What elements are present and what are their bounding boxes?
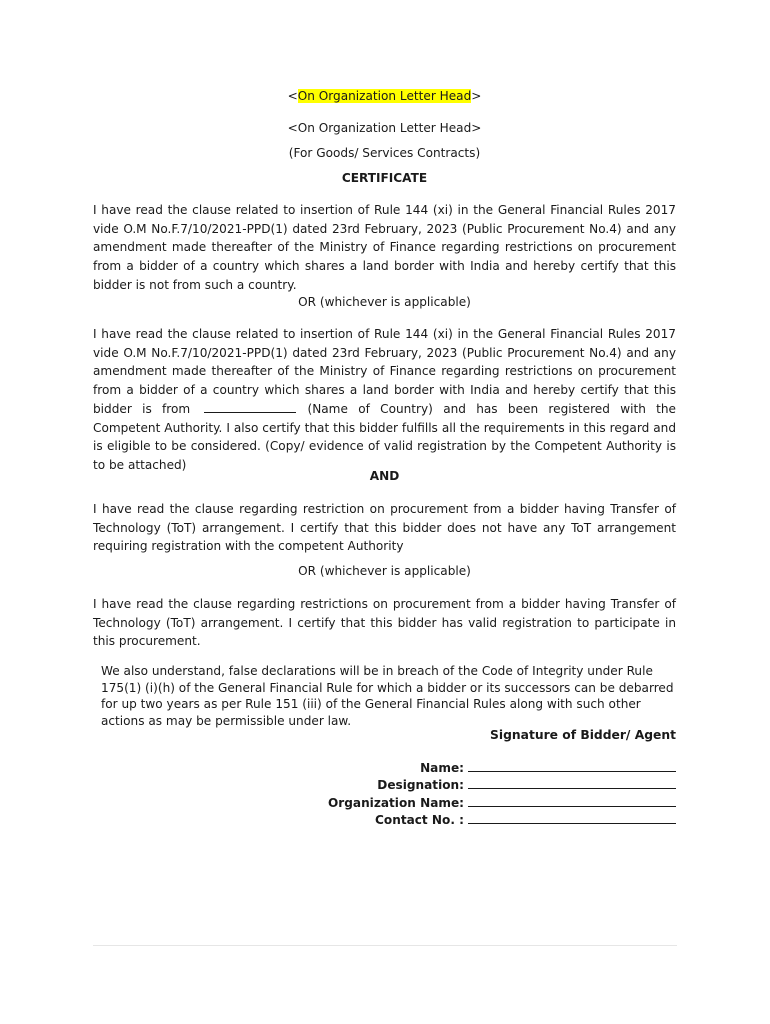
signature-field-label: Designation: [377,778,464,792]
paragraph-valid-tot-registration: I have read the clause regarding restrictions on procurement from a bidder having Transfer of Technology (ToT) arrangement. I certify that this bidder has valid registration to participate in this procurement. [93,597,676,649]
paragraph-no-tot-arrangement: I have read the clause regarding restriction on procurement from a bidder having Transfer of Technology (ToT) arrangement. I certify that this bidder does not have any ToT arrangement requiring registration with the competent Authority [93,502,676,554]
country-name-blank [204,401,296,413]
signature-field-name [420,760,676,777]
paragraph-false-declaration: We also understand, false declarations will be in breach of the Code of Integrity under Rule 175(1) (i)(h) of the General Financial Rule for which a bidder or its successors can be debarred for up two years as per Rule 151 (iii) of the General Financial Rules along with such other actions as may be permissible under law. [101,664,674,728]
letterhead-line: <On Organization Letter Head> [287,121,482,135]
paragraph-registered-border-country [93,325,676,475]
signature-field-blank [468,760,676,772]
paragraph-not-from-border-country: I have read the clause related to insertion of Rule 144 (xi) in the General Financial Rules 2017 vide O.M No.F.7/10/2021-PPD(1) dated 23rd February, 2023 (Public Procurement No.4) and any amendment made thereafter of the Ministry of Finance regarding restrictions on procurement from a bidder of a country which shares a land border with India and hereby certify that this bidder is not from such a country. [93,203,676,292]
or-separator-2: OR (whichever is applicable) [298,564,471,578]
and-separator: AND [369,469,400,483]
letterhead-close-bracket: > [471,89,482,103]
contract-type: (For Goods/ Services Contracts) [288,146,481,160]
signature-field-designation [377,777,676,794]
signature-field-contact [375,812,676,829]
letterhead-open-bracket: < [287,89,298,103]
or-separator-1: OR (whichever is applicable) [298,295,471,309]
signature-field-label: Name: [420,761,464,775]
certificate-title: CERTIFICATE [341,171,428,185]
letterhead-highlighted-text: On Organization Letter Head [297,89,472,103]
signature-field-blank [468,777,676,789]
signature-title: Signature of Bidder/ Agent [490,728,676,742]
footer-divider [93,945,677,946]
signature-field-blank [468,812,676,824]
paragraph-registered-part-a: I have read the clause related to insertion of Rule 144 (xi) in the General Financial Rules 2017 vide O.M No.F.7/10/2021-PPD(1) dated 23rd February, 2023 (Public Procurement No.4) and any amendment made thereafter of the Ministry of Finance regarding restrictions on procurement from a bidder of a country which shares a land border with India and hereby certify that this bidder is from [93,327,676,416]
signature-field-label: Contact No. : [375,813,464,827]
signature-field-organization [328,795,676,812]
signature-field-label: Organization Name: [328,796,464,810]
paragraph-registered-part-b: (Name of Country) and has been registered with the Competent Authority. I also certify that this bidder fulfills all the requirements in this regard and is eligible to be considered. (Copy/ evidence of valid registration by the Competent Authority is to be attached) [93,401,676,472]
signature-field-blank [468,795,676,807]
letterhead-highlighted [93,89,676,103]
